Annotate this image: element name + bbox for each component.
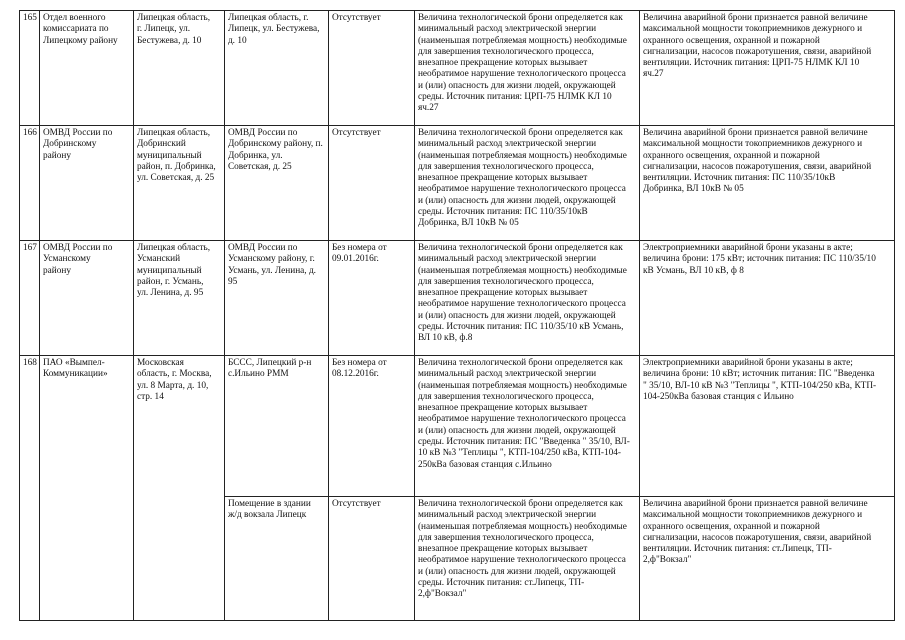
emergency-reserve-text: Величина аварийной брони признается равной величине максимальной мощности токоприемников дежурного и охранного освещения, охранной и пожарной сигнализации, насосов пожаротушения, связи, аварийной вентиляции. Источник питания: ст.Липецк, ТП- 2,ф"Вокзал" [639,497,894,621]
consumer-name: ОМВД России по Добринскому району [39,126,133,241]
object-name: ОМВД России по Усманскому району, г. Усмань, ул. Ленина, д. 95 [224,241,328,356]
emergency-reserve-text: Электроприемники аварийной брони указаны в акте; величина брони: 175 кВт; источник питания: ПС 110/35/10 кВ Усмань, ВЛ 10 кВ, ф 8 [639,241,894,356]
consumer-name: ОМВД России по Усманскому району [39,241,133,356]
consumer-name: ПАО «Вымпел- Коммуникации» [39,356,133,621]
table-row [20,356,895,497]
act-info: Без номера от 08.12.2016г. [328,356,414,497]
tech-reserve-text: Величина технологической брони определяется как минимальный расход электрической энергии (наименьшая потребляемая мощность) необходимые для завершения технологического процесса, внезапное прекращение которых вызывает необратимое нарушение технологического процесса и (или) опасность для жизни людей, окружающей среды. Источник питания: ПС "Введенка " 35/10, ВЛ- 10 кВ №3 "Теплицы ", КТП-104/250 кВа, КТП-104- 250кВа базовая станция с.Ильино [414,356,639,497]
object-name: ОМВД России по Добринскому району, п. Добринка, ул. Советская, д. 25 [224,126,328,241]
table-row [20,11,895,126]
act-info: Без номера от 09.01.2016г. [328,241,414,356]
tech-reserve-text: Величина технологической брони определяется как минимальный расход электрической энергии (наименьшая потребляемая мощность) необходимые для завершения технологического процесса, внезапное прекращение которых вызывает необратимое нарушение технологического процесса и (или) опасность для жизни людей, окружающей среды. Источник питания: ЦРП-75 НЛМК КЛ 10 яч.27 [414,11,639,126]
tech-reserve-text: Величина технологической брони определяется как минимальный расход электрической энергии (наименьшая потребляемая мощность) необходимые для завершения технологического процесса, внезапное прекращение которых вызывает необратимое нарушение технологического процесса и (или) опасность для жизни людей, окружающей среды. Источник питания: ПС 110/35/10 кВ Усмань, ВЛ 10 кВ, ф.8 [414,241,639,356]
emergency-reserve-text: Величина аварийной брони признается равной величине максимальной мощности токоприемников дежурного и охранного освещения, охранной и пожарной сигнализации, насосов пожаротушения, связи, аварийной вентиляции. Источник питания: ЦРП-75 НЛМК КЛ 10 яч.27 [639,11,894,126]
consumer-address: Московская область, г. Москва, ул. 8 Марта, д. 10, стр. 14 [133,356,224,621]
table-row [20,241,895,356]
act-info: Отсутствует [328,11,414,126]
tech-reserve-text: Величина технологической брони определяется как минимальный расход электрической энергии (наименьшая потребляемая мощность) необходимые для завершения технологического процесса, внезапное прекращение которых вызывает необратимое нарушение технологического процесса и (или) опасность для жизни людей, окружающей среды. Источник питания: ПС 110/35/10кВ Добринка, ВЛ 10кВ № 05 [414,126,639,241]
row-number: 167 [20,241,40,356]
consumer-name: Отдел военного комиссариата по Липецкому району [39,11,133,126]
tech-reserve-text: Величина технологической брони определяется как минимальный расход электрической энергии (наименьшая потребляемая мощность) необходимые для завершения технологического процесса, внезапное прекращение которых вызывает необратимое нарушение технологического процесса и (или) опасность для жизни людей, окружающей среды. Источник питания: ст.Липецк, ТП- 2,ф"Вокзал" [414,497,639,621]
row-number: 165 [20,11,40,126]
consumer-address: Липецкая область, Добринский муниципальный район, п. Добринка, ул. Советская, д. 25 [133,126,224,241]
object-name: Липецкая область, г. Липецк, ул. Бестужева, д. 10 [224,11,328,126]
backup-power-table [19,10,895,621]
row-number: 168 [20,356,40,621]
consumer-address: Липецкая область, Усманский муниципальный район, г. Усмань, ул. Ленина, д. 95 [133,241,224,356]
row-number: 166 [20,126,40,241]
act-info: Отсутствует [328,126,414,241]
consumer-address: Липецкая область, г. Липецк, ул. Бестужева, д. 10 [133,11,224,126]
object-name: БССС, Липецкий р-н с.Ильино РММ [224,356,328,497]
table-row [20,126,895,241]
emergency-reserve-text: Величина аварийной брони признается равной величине максимальной мощности токоприемников дежурного и охранного освещения, охранной и пожарной сигнализации, насосов пожаротушения, связи, аварийной вентиляции. Источник питания: ПС 110/35/10кВ Добринка, ВЛ 10кВ № 05 [639,126,894,241]
object-name: Помещение в здании ж/д вокзала Липецк [224,497,328,621]
act-info: Отсутствует [328,497,414,621]
emergency-reserve-text: Электроприемники аварийной брони указаны в акте; величина брони: 10 кВт; источник питания: ПС "Введенка " 35/10, ВЛ-10 кВ №3 "Теплицы ", КТП-104/250 кВа, КТП- 104-250кВа базовая станция с Ильино [639,356,894,497]
